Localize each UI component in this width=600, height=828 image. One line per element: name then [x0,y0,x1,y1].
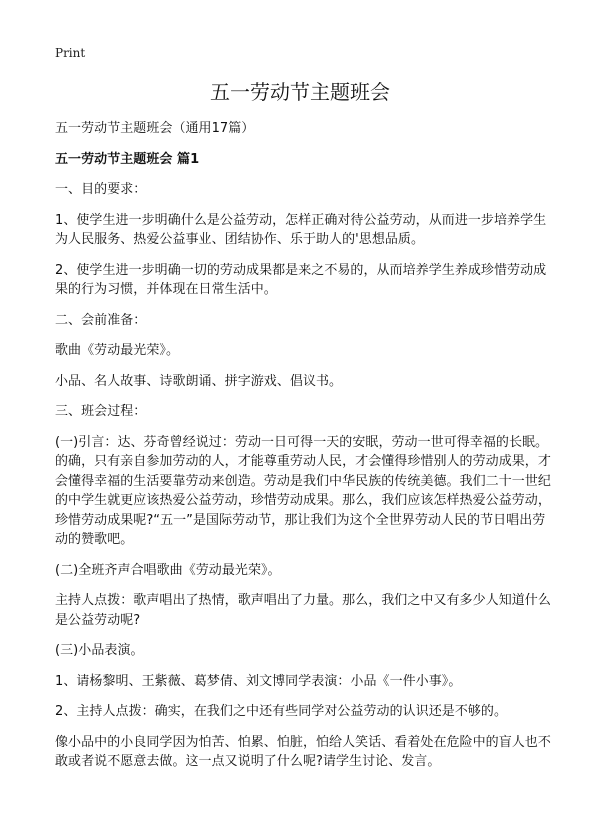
process-chorus: (二)全班齐声合唱歌曲《劳动最光荣》。 [55,562,281,578]
heading-goals: 一、目的要求： [55,182,147,197]
host-remark-2: 2、主持人点拨：确实，在我们之中还有些同学对公益劳动的认识还是不够的。 [55,704,508,719]
preparation-items: 小品、名人故事、诗歌朗诵、拼字游戏、倡议书。 [55,373,343,389]
document-body [55,119,555,783]
print-link[interactable]: Print [55,46,86,60]
process-skit-heading: (三)小品表演。 [55,643,144,658]
skit-performers: 1、请杨黎明、王紫薇、葛梦倩、刘文博同学表演：小品《一件小事》。 [55,673,462,689]
goal-paragraph-1: 1、使学生进一步明确什么是公益劳动，怎样正确对待公益劳动，从而进一步培养学生为人民服务、热爱公益事业、团结协作、乐于助人的'思想品质。 [55,212,547,247]
skit-discussion: 像小品中的小良同学因为怕苦、怕累、怕脏，怕给人笑话、看着处在危险中的盲人也不敢或者说不愿意去做。这一点又说明了什么呢?请学生讨论、发言。 [55,734,551,769]
document-title: 五一劳动节主题班会 [210,80,390,104]
document-subtitle: 五一劳动节主题班会（通用17篇） [55,121,255,136]
heading-process: 三、班会过程： [55,404,147,419]
heading-preparation: 二、会前准备： [55,312,147,328]
preparation-song: 歌曲《劳动最光荣》。 [55,343,180,358]
section-heading: 五一劳动节主题班会 篇1 [55,151,200,167]
goal-paragraph-2: 2、使学生进一步明确一切的劳动成果都是来之不易的，从而培养学生养成珍惜劳动成果的行为习惯，并体现在日常生活中。 [55,262,547,297]
process-introduction: (一)引言：达、芬奇曾经说过：劳动一日可得一天的安眠，劳动一世可得幸福的长眠。的确，只有亲自参加劳动的人，才能尊重劳动人民，才会懂得珍惜别人的劳动成果，才会懂得幸福的生活要靠劳动来创造。劳动是我们中华民族的传统美德。我们二十一世纪的中学生就更应该热爱公益劳动，珍惜劳动成果。那么，我们应该怎样热爱公益劳动，珍惜劳动成果呢?“五一”是国际劳动节，那让我们为这个全世界劳动人民的节日唱出劳动的赞歌吧。 [55,434,551,547]
host-remark-1: 主持人点拨：歌声唱出了热情，歌声唱出了力量。那么，我们之中又有多少人知道什么是公益劳动呢? [55,593,551,628]
